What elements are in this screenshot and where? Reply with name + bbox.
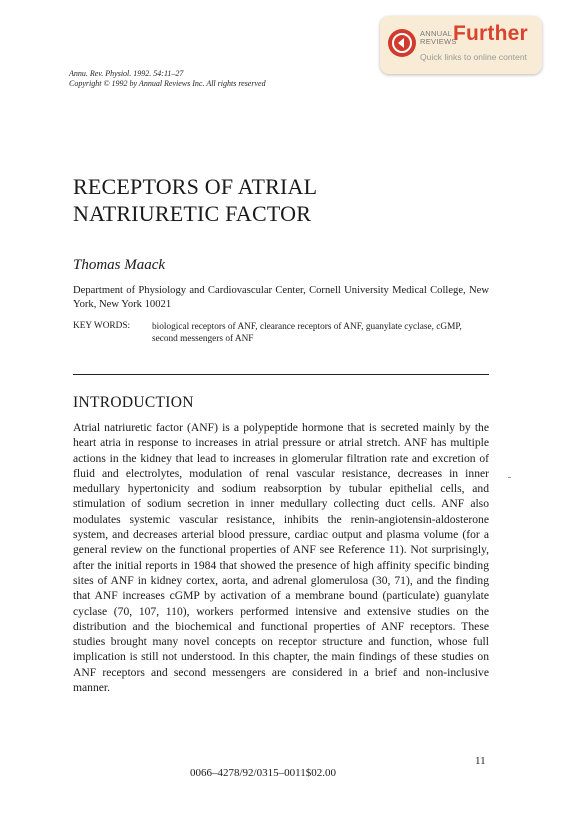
section-divider — [73, 374, 489, 375]
keywords-label: KEY WORDS: — [73, 321, 131, 331]
article-title-line1: RECEPTORS OF ATRIAL — [73, 174, 318, 199]
introduction-paragraph: Atrial natriuretic factor (ANF) is a polypeptide hormone that is secreted mainly by the heart atria in response to increases in atrial pressure or atrial stretch. ANF has multiple actions in the kidney that lead to increases in glomerular filtration rate and excretion of fluid and electrolytes, modulation of renal vascular resistance, decreases in inner medullary hypertonicity and sodium reabsorption by tubular epithelial cells, and stimulation of sodium secretion in inner medullary collecting duct cells. ANF also modulates systemic vascular resistance, inhibits the renin-angiotensin-aldosterone system, and decreases arterial blood pressure, cardiac output and plasma volume (for a general review on the functional properties of ANF see Reference 11). Not surprisingly, after the initial reports in 1984 that showed the presence of high affinity specific binding sites of ANF in kidney cortex, aorta, and adrenal glomerulosa (30, 71), and the finding that ANF increases cGMP by activation of a membrane bound (particulate) guanylate cyclase (70, 107, 110), workers performed intensive and extensive studies on the distribution and the biochemical and functional properties of ANF receptors. These studies brought many novel concepts on receptor structure and function, whose full implication is still not understood. In this chapter, the main findings of these studies on ANF receptors and second messengers are considered in a brief and non-inclusive manner. — [73, 421, 489, 695]
article-title — [73, 173, 317, 227]
stray-mark — [508, 477, 511, 478]
page-number: 11 — [475, 755, 486, 767]
author-affiliation: Department of Physiology and Cardiovascular Center, Cornell University Medical College, New York, New York 10021 — [73, 285, 489, 310]
play-arrow-icon — [388, 29, 416, 57]
journal-citation — [69, 69, 266, 89]
article-author: Thomas Maack — [73, 257, 166, 273]
article-code: 0066–4278/92/0315–0011$02.00 — [190, 767, 336, 779]
badge-quick-links-label: Quick links to online content — [420, 52, 528, 62]
badge-reviews-text: REVIEWS — [420, 37, 457, 46]
badge-annual-text: ANNUAL — [420, 29, 453, 38]
section-heading: INTRODUCTION — [73, 394, 194, 411]
journal-line: Annu. Rev. Physiol. 1992. 54:11–27 — [69, 69, 184, 78]
article-title-line2: NATRIURETIC FACTOR — [73, 201, 312, 226]
badge-further-label: Further — [453, 22, 528, 45]
keywords-text: biological receptors of ANF, clearance receptors of ANF, guanylate cyclase, cGMP, second messengers of ANF — [152, 322, 462, 344]
copyright-line: Copyright © 1992 by Annual Reviews Inc. All rights reserved — [69, 79, 266, 88]
annual-reviews-further-badge[interactable] — [380, 16, 542, 74]
badge-annual-reviews-label — [420, 30, 457, 46]
